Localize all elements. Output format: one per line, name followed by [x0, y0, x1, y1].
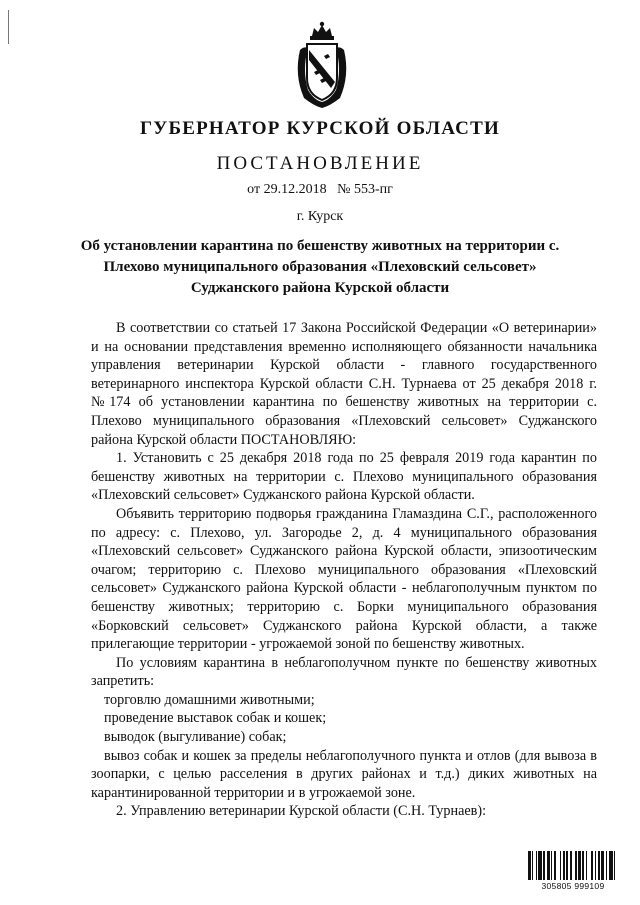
outbreak-zones-paragraph: Объявить территорию подворья гражданина Гламаздина С.Г., расположенного по адресу: с. Плехово, ул. Загородье 2, д. 4 муниципального образования «Плеховский сельсовет» Суджанского района Курской области, эпизоотическим очагом; территорию с. Плехово муниципального образования «Плеховский сельсовет» Суджанского района Курской области - неблагополучным пунктом по бешенству животных; территорию с. Борки муниципального образования «Борковский сельсовет» Суджанского района Курской области, а также прилегающие территории - угрожаемой зоной по бешенству животных. — [91, 505, 597, 653]
prohibition-item: торговлю домашними животными; — [104, 691, 315, 708]
decree-date-number: от 29.12.2018 № 553-пг — [247, 182, 393, 197]
barcode-icon — [528, 851, 618, 891]
issuing-city: г. Курск — [296, 209, 344, 224]
decree-body — [91, 319, 597, 821]
clause-2-paragraph: 2. Управлению ветеринарии Курской области (С.Н. Турнаев): — [116, 803, 487, 820]
barcode-number: 305805 999109 — [541, 881, 605, 891]
clause-1-paragraph: 1. Установить с 25 декабря 2018 года по 25 февраля 2019 года карантин по бешенству животных на территории с. Плехово муниципального образования «Плеховский сельсовет» Суджанского района Курской области. — [91, 450, 597, 504]
decree-subject: Об установлении карантина по бешенству животных на территории с. Плехово муниципального образования «Плеховский сельсовет» Суджанского района Курской области — [80, 238, 560, 296]
quarantine-prohibitions-paragraph: По условиям карантина в неблагополучном пункте по бешенству животных запретить: — [91, 654, 597, 690]
preamble-paragraph: В соответствии со статьей 17 Закона Российской Федерации «О ветеринарии» и на основании представления временно исполняющего обязанности начальника управления ветеринарии Курской области - главного государственного ветеринарного инспектора Курской области С.Н. Турнаева от 25 декабря 2018 г. №174 об установлении карантина по бешенству животных на территории с. Плехово муниципального образования «Плеховский сельсовет» Суджанского района Курской области ПОСТАНОВЛЯЮ: — [91, 320, 597, 448]
scan-margin-line — [8, 10, 9, 44]
issuing-authority: ГУБЕРНАТОР КУРСКОЙ ОБЛАСТИ — [140, 118, 500, 139]
document-type: ПОСТАНОВЛЕНИЕ — [216, 153, 424, 174]
kursk-coat-of-arms-icon — [290, 20, 354, 110]
barcode-bars — [528, 851, 618, 880]
prohibition-item: выводок (выгуливание) собак; — [104, 729, 287, 746]
prohibition-item: проведение выставок собак и кошек; — [104, 710, 327, 727]
prohibition-item: вывоз собак и кошек за пределы неблагополучного пункта и отлов (для вывоза в зоопарки, с целью расселения в других районах и т.д.) диких животных на карантинированной территории и в угрожаемой зоне. — [91, 747, 597, 801]
